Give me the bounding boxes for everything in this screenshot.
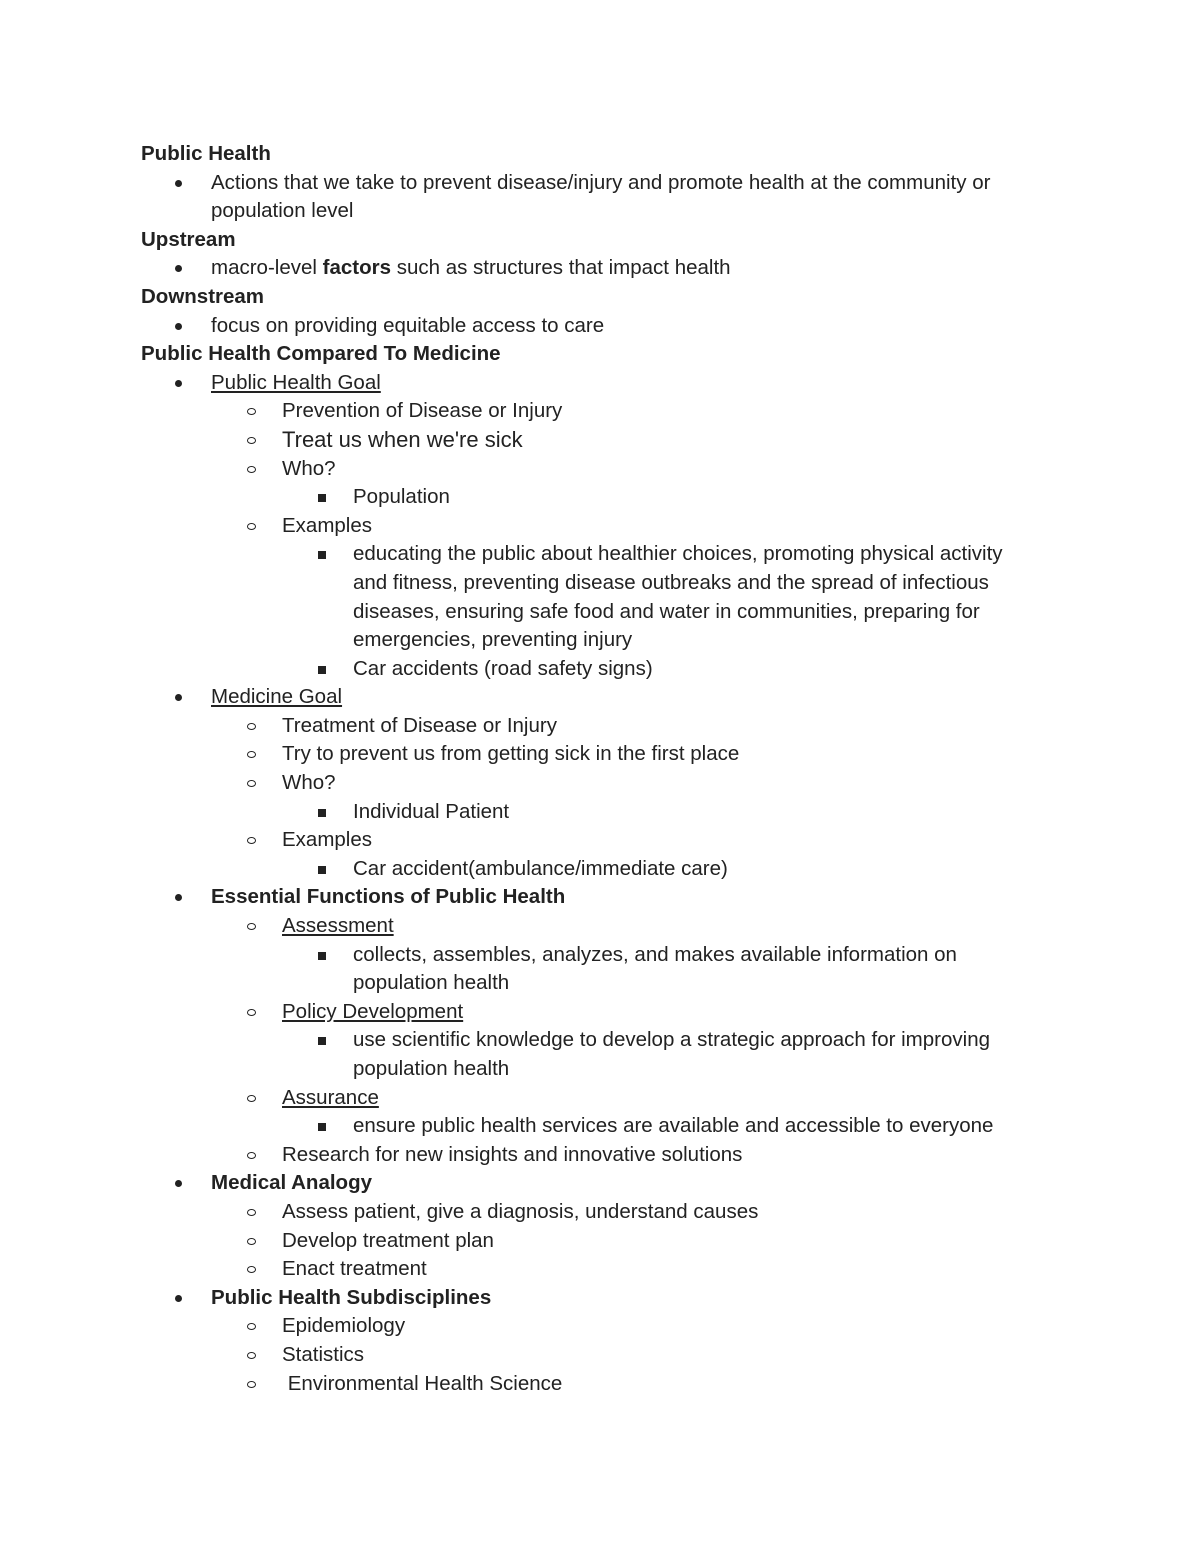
ph-example: Car accidents (road safety signs) bbox=[353, 656, 653, 680]
essential-label: Essential Functions of Public Health bbox=[211, 885, 566, 909]
analogy-label: Medical Analogy bbox=[211, 1171, 372, 1195]
assurance-desc: ensure public health services are available and accessible to everyone bbox=[353, 1114, 994, 1138]
bullet-square-icon bbox=[318, 952, 326, 960]
bullet-circle-icon bbox=[247, 1381, 256, 1388]
list-item bbox=[141, 769, 1041, 798]
subdiscipline-item: Epidemiology bbox=[282, 1314, 406, 1338]
list-item bbox=[141, 1141, 1041, 1170]
bullet-dot-icon bbox=[175, 180, 182, 187]
bullet-dot-icon bbox=[175, 323, 182, 330]
downstream-definition: focus on providing equitable access to care bbox=[211, 313, 605, 337]
list-item bbox=[141, 1255, 1041, 1284]
list-item bbox=[141, 169, 1041, 226]
list-item bbox=[141, 941, 1041, 998]
list-item bbox=[141, 1312, 1041, 1341]
med-example: Car accident(ambulance/immediate care) bbox=[353, 856, 728, 880]
bullet-circle-icon bbox=[247, 923, 256, 930]
list-item bbox=[141, 1370, 1041, 1399]
bullet-square-icon bbox=[318, 666, 326, 674]
upstream-def-post: such as structures that impact health bbox=[391, 256, 731, 280]
bullet-circle-icon bbox=[247, 1009, 256, 1016]
list-item bbox=[141, 1026, 1041, 1083]
ph-example: educating the public about healthier choices, promoting physical activity and fitness, preventing disease outbreaks and the spread of infectious diseases, ensuring safe food and water in communities, preparing for emergencies, preventing injury bbox=[353, 542, 1003, 652]
assessment-label: Assessment bbox=[282, 914, 394, 938]
list-item bbox=[141, 1341, 1041, 1370]
bullet-circle-icon bbox=[247, 1266, 256, 1273]
upstream-def-bold: factors bbox=[322, 256, 391, 280]
bullet-dot-icon bbox=[175, 894, 182, 901]
list-item bbox=[141, 740, 1041, 769]
notes-content bbox=[141, 140, 1041, 1398]
subdiscipline-item: Statistics bbox=[282, 1342, 365, 1366]
bullet-circle-icon bbox=[247, 1323, 256, 1330]
ph-examples-label: Examples bbox=[282, 513, 373, 537]
med-goal-who: Individual Patient bbox=[353, 799, 510, 823]
list-item bbox=[141, 1284, 1041, 1313]
upstream-def-pre: macro-level bbox=[211, 256, 323, 280]
list-item bbox=[141, 1112, 1041, 1141]
bullet-circle-icon bbox=[247, 723, 256, 730]
ph-goal-who: Population bbox=[353, 485, 450, 509]
heading-public-health: Public Health bbox=[141, 142, 271, 165]
bullet-square-icon bbox=[318, 494, 326, 502]
list-item bbox=[141, 540, 1041, 654]
list-item bbox=[141, 883, 1041, 912]
assessment-desc: collects, assembles, analyzes, and makes available information on population health bbox=[353, 942, 957, 995]
bullet-dot-icon bbox=[175, 1180, 182, 1187]
list-item bbox=[141, 483, 1041, 512]
analogy-item: Enact treatment bbox=[282, 1257, 427, 1281]
bullet-circle-icon bbox=[247, 408, 256, 415]
list-item bbox=[141, 426, 1041, 455]
list-item bbox=[141, 683, 1041, 712]
public-health-definition: Actions that we take to prevent disease/injury and promote health at the community or population level bbox=[211, 170, 991, 223]
ph-goal-label: Public Health Goal bbox=[211, 370, 381, 394]
med-goal-item: Try to prevent us from getting sick in the first place bbox=[282, 742, 740, 766]
analogy-item: Assess patient, give a diagnosis, understand causes bbox=[282, 1199, 759, 1223]
list-item bbox=[141, 798, 1041, 827]
list-item bbox=[141, 512, 1041, 541]
bullet-circle-icon bbox=[247, 780, 256, 787]
bullet-dot-icon bbox=[175, 1295, 182, 1302]
list-item bbox=[141, 655, 1041, 684]
heading-downstream: Downstream bbox=[141, 284, 265, 308]
policy-desc: use scientific knowledge to develop a strategic approach for improving population health bbox=[353, 1028, 990, 1080]
bullet-circle-icon bbox=[247, 1152, 256, 1159]
ph-goal-item: Prevention of Disease or Injury bbox=[282, 399, 563, 423]
list-item bbox=[141, 369, 1041, 398]
med-goal-label: Medicine Goal bbox=[211, 685, 343, 709]
list-item bbox=[141, 1084, 1041, 1113]
bullet-circle-icon bbox=[247, 466, 256, 473]
heading-upstream: Upstream bbox=[141, 227, 236, 251]
bullet-circle-icon bbox=[247, 523, 256, 530]
list-item bbox=[141, 712, 1041, 741]
list-item bbox=[141, 1169, 1041, 1198]
list-item bbox=[141, 455, 1041, 484]
bullet-dot-icon bbox=[175, 265, 182, 272]
bullet-square-icon bbox=[318, 1123, 326, 1131]
med-examples-label: Examples bbox=[282, 828, 373, 852]
research-item: Research for new insights and innovative solutions bbox=[282, 1142, 743, 1166]
bullet-circle-icon bbox=[247, 1095, 256, 1102]
bullet-circle-icon bbox=[247, 437, 256, 444]
bullet-square-icon bbox=[318, 1037, 326, 1045]
bullet-dot-icon bbox=[175, 694, 182, 701]
bullet-circle-icon bbox=[247, 1352, 256, 1359]
list-item bbox=[141, 1198, 1041, 1227]
bullet-circle-icon bbox=[247, 837, 256, 844]
policy-label: Policy Development bbox=[282, 999, 464, 1023]
subdisciplines-label: Public Health Subdisciplines bbox=[211, 1285, 492, 1309]
bullet-circle-icon bbox=[247, 751, 256, 758]
bullet-square-icon bbox=[318, 809, 326, 817]
med-goal-item: Who? bbox=[282, 771, 336, 795]
list-item bbox=[141, 912, 1041, 941]
bullet-square-icon bbox=[318, 551, 326, 559]
analogy-item: Develop treatment plan bbox=[282, 1228, 494, 1252]
bullet-dot-icon bbox=[175, 380, 182, 387]
med-goal-item: Treatment of Disease or Injury bbox=[282, 713, 557, 737]
list-item bbox=[141, 312, 1041, 341]
bullet-circle-icon bbox=[247, 1209, 256, 1216]
subdiscipline-item: Environmental Health Science bbox=[282, 1371, 563, 1395]
assurance-label: Assurance bbox=[282, 1085, 379, 1109]
bullet-square-icon bbox=[318, 866, 326, 874]
list-item bbox=[141, 254, 1041, 283]
list-item bbox=[141, 998, 1041, 1027]
list-item bbox=[141, 826, 1041, 855]
list-item bbox=[141, 1227, 1041, 1256]
list-item bbox=[141, 855, 1041, 884]
ph-goal-item: Treat us when we're sick bbox=[282, 426, 523, 452]
list-item bbox=[141, 397, 1041, 426]
heading-comparison: Public Health Compared To Medicine bbox=[141, 342, 501, 366]
bullet-circle-icon bbox=[247, 1238, 256, 1245]
ph-goal-item: Who? bbox=[282, 456, 336, 480]
